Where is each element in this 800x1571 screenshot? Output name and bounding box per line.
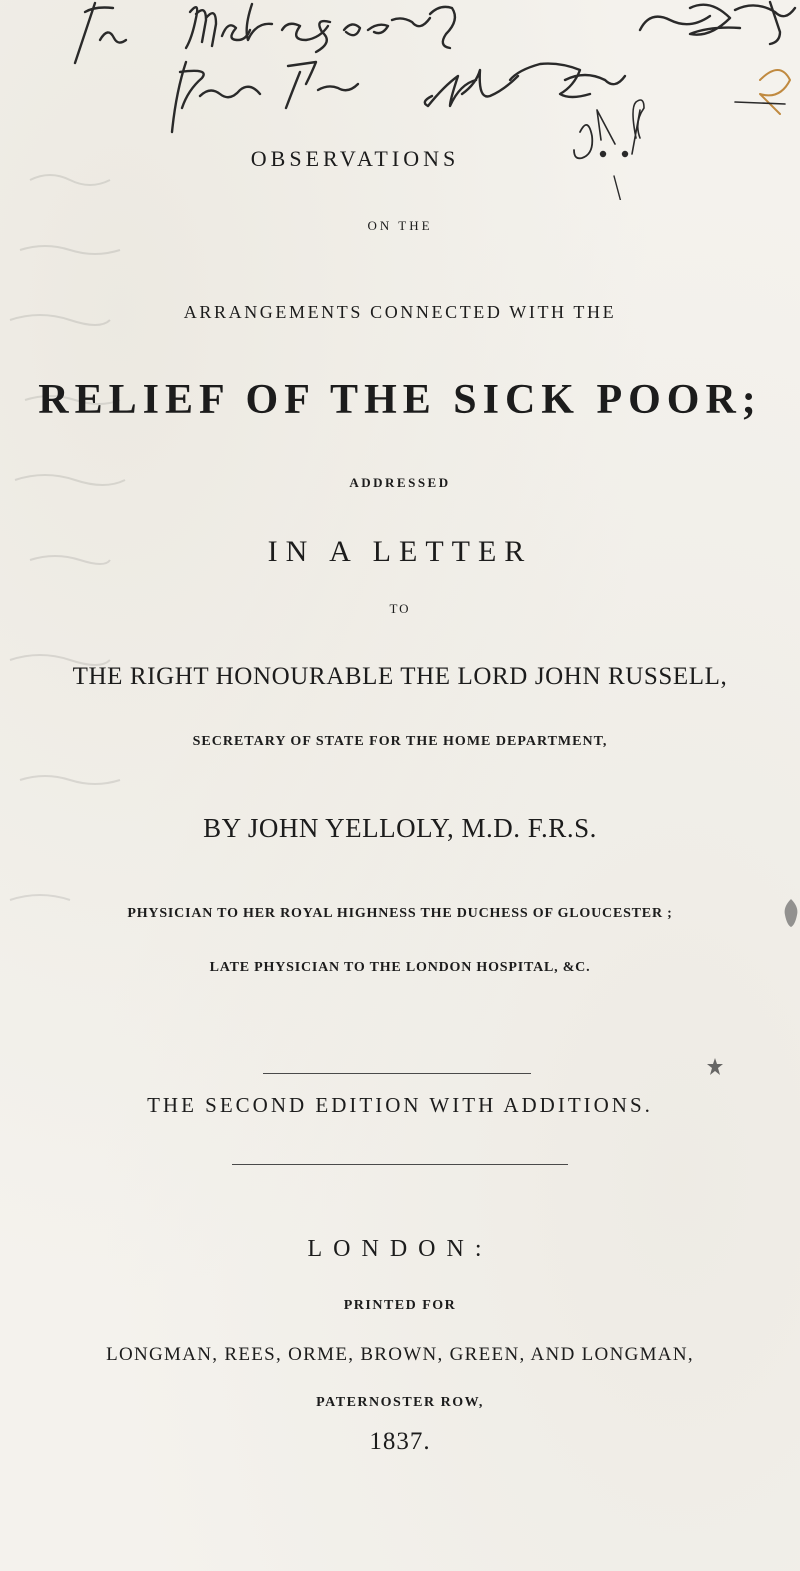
bleed-through-marks bbox=[0, 140, 150, 1140]
stamp-mark bbox=[705, 1057, 725, 1077]
title-relief-of-the-sick-poor: RELIEF OF THE SICK POOR; bbox=[38, 377, 762, 423]
author-byline: BY JOHN YELLOLY, M.D. F.R.S. bbox=[203, 813, 597, 843]
author-position-1: PHYSICIAN TO HER ROYAL HIGHNESS THE DUCHESS OF GLOUCESTER ; bbox=[127, 906, 673, 921]
title-in-a-letter: IN A LETTER bbox=[267, 535, 533, 568]
recipient-name: THE RIGHT HONOURABLE THE LORD JOHN RUSSELL, bbox=[72, 663, 728, 690]
imprint-printed-for: PRINTED FOR bbox=[343, 1298, 457, 1313]
edition-statement: THE SECOND EDITION WITH ADDITIONS. bbox=[147, 1093, 653, 1117]
title-on-the: ON THE bbox=[367, 218, 433, 233]
recipient-office: SECRETARY OF STATE FOR THE HOME DEPARTMENT, bbox=[192, 734, 608, 749]
imprint-address: PATERNOSTER ROW, bbox=[316, 1395, 484, 1410]
imprint-year: 1837. bbox=[369, 1428, 431, 1455]
imprint-city: LONDON: bbox=[307, 1236, 493, 1262]
title-arrangements: ARRANGEMENTS CONNECTED WITH THE bbox=[183, 302, 617, 322]
title-to: TO bbox=[389, 601, 411, 616]
imprint-publishers: LONGMAN, REES, ORME, BROWN, GREEN, AND LONGMAN, bbox=[106, 1344, 694, 1365]
author-position-2: LATE PHYSICIAN TO THE LONDON HOSPITAL, &C. bbox=[209, 960, 591, 975]
divider-rule bbox=[263, 1073, 531, 1074]
title-observations: OBSERVATIONS bbox=[250, 146, 460, 171]
divider-rule bbox=[232, 1164, 568, 1165]
title-addressed: ADDRESSED bbox=[349, 475, 451, 490]
